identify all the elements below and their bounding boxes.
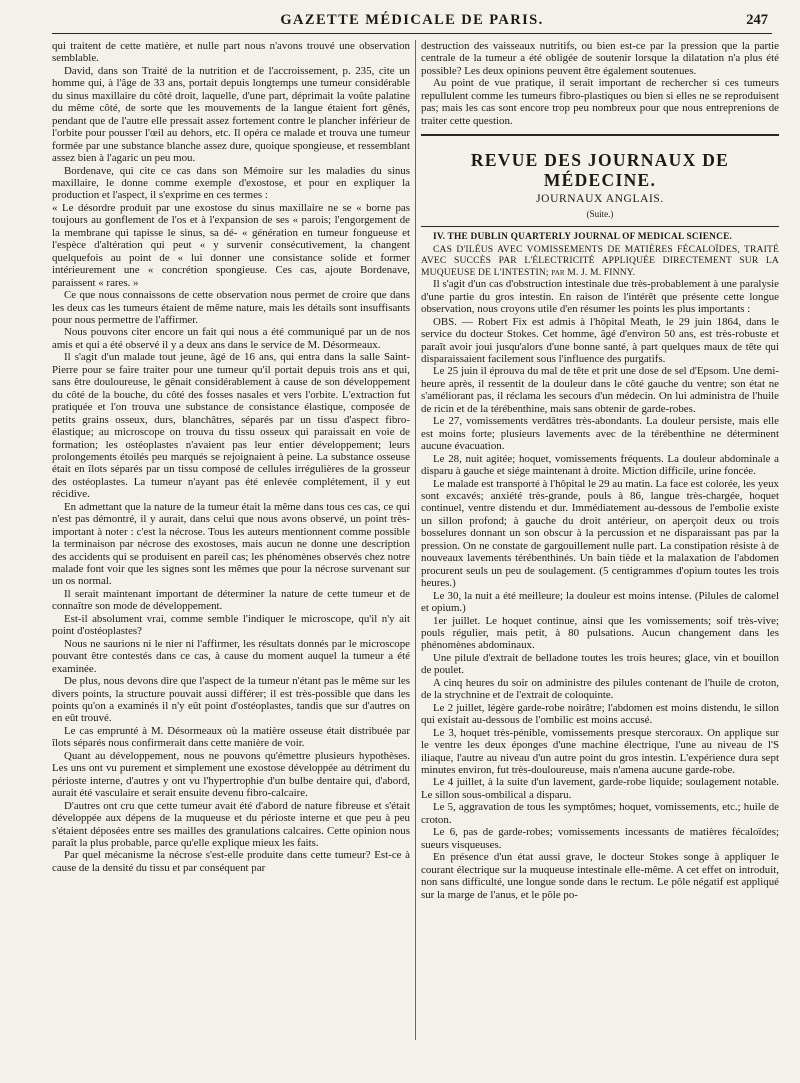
paragraph: destruction des vaisseaux nutritifs, ou bien est-ce par la pression que la partie centrale de la tumeur a été obligée de soutenir lorsque la dilatation n'a plus été possible? Les deux opinions peuvent être également soutenues. (421, 40, 779, 77)
paragraph: Il s'agit d'un malade tout jeune, âgé de 16 ans, qui entra dans la salle Saint-Pierre pour se faire traiter pour une tumeur qu'il portait depuis trois ans et qui, sans être douloureuse, le gênait considérablement à cause de son développement du côté de la bouche, du côté des fosses nasales et vers l'orbite. L'extraction fut pratiquée et l'on trouva une substance de consistance élastique, composée de petits grains osseux, durs, blanchâtres, séparés par un tissu d'aspect fibro-élastique; au microscope on trouva du tissu osseux qui paraissait en voie de formation; les ostéoplastes n'avaient pas leur entier développement; leurs prolongements étoilés peu marqués se rejoignaient à peine. La substance osseuse était en îlots séparés par un tissu composé de cellules irrégulières de la grosseur des ostéoplastes. La tumeur n'ayant pas été enlevée complétement, il y eut récidive. (52, 351, 410, 501)
section-subtitle: JOURNAUX ANGLAIS. (536, 193, 664, 206)
paragraph: Le malade est transporté à l'hôpital le 29 au matin. La face est colorée, les yeux sont excavés; anxiété très-grande, pouls à 86, langue très-chargée, hoquet continuel, ventre distendu et dur. Immédiatement au-dessous de l'embolie existe un sillon profond; à gauche du droit antérieur, on aperçoit deux ou trois bosselures donnant un son obscur à la percussion et ne disparaissant pas par la pression. On ne constate de gargouillement nulle part. La constipation résiste à de nouveaux lavements térébenthinés. Un bain tiède et la malaxation de l'abdomen procurent seuls un peu de soulagement. (5 centigrammes d'opium toutes les trois heures.) (421, 477, 779, 590)
paragraph: Au point de vue pratique, il serait important de rechercher si ces tumeurs repullulent comme les tumeurs fibro-plastiques ou bien si elles ne se reproduisent pas; mais les cas sont encore trop peu nombreux pour que nous entreprenions de traiter cette question. (421, 77, 779, 127)
article-heading: CAS D'ILÉUS AVEC VOMISSEMENTS DE MATIÈRES FÉCALOÏDES, TRAITÉ AVEC SUCCÈS PAR L'ÉLECTRICITÉ APPLIQUÉE DIRECTEMENT SUR LA MUQUEUSE DE L'INTESTIN; par M. J. M. FINNY. (421, 243, 779, 278)
quotation: « Le désordre produit par une exostose du sinus maxillaire ne se « borne pas toujours au gonflement de l'os et à l'expansion de ses « parois; l'engorgement de la membrane qui tapisse le sinus, sa dé- « génération en tumeur fongueuse et l'espèce d'altération qui peut « y survenir consécutivement, la changent quelquefois au point de « lui donner une consistance solide et former intérieurement une « concrétion spongieuse. Ces cas, ajoute Bordenave, paraissent « rares. » (52, 201, 410, 289)
paragraph: Le 2 juillet, légère garde-robe noirâtre; l'abdomen est moins distendu, le sillon qui existait au-dessous de l'ombilic est moins accusé. (421, 701, 779, 727)
paragraph: Il s'agit d'un cas d'obstruction intestinale due très-probablement à une paralysie d'une partie du gros intestin. En raison de l'intérêt que présente cette longue observation, nous croyons utile d'en résumer les points les plus importants : (421, 278, 779, 316)
paragraph: Le 4 juillet, à la suite d'un lavement, garde-robe liquide; soulagement notable. Le sillon sous-ombilical a disparu. (421, 776, 779, 801)
section-title: REVUE DES JOURNAUX DE MÉDECINE. (470, 150, 730, 191)
running-header (52, 10, 772, 34)
paragraph: A cinq heures du soir on administre des pilules contenant de l'huile de croton, de la strychnine et de l'extrait de coloquinte. (421, 676, 779, 702)
paragraph: Quant au développement, nous ne pouvons qu'émettre plusieurs hypothèses. Les uns ont vu purement et simplement une exostose développée au détriment du périoste interne, d'autres y ont vu l'hypertrophie d'un bulbe dentaire qui, d'abord, aurait été vasculaire et serait ensuite devenu fibro-calcaire. (52, 749, 410, 800)
paragraph: Par quel mécanisme la nécrose s'est-elle produite dans cette tumeur? Est-ce à cause de la densité du tissu et par conséquent par (52, 849, 410, 874)
paragraph: Une pilule d'extrait de belladone toutes les trois heures; glace, vin et bouillon de poulet. (421, 651, 779, 677)
column-divider (415, 40, 416, 1040)
paragraph: Le 27, vomissements verdâtres très-abondants. La douleur persiste, mais elle est moins forte; plusieurs lavements avec de la térébenthine ne déterminent aucune évacuation. (421, 415, 779, 453)
paragraph: En présence d'un état aussi grave, le docteur Stokes songe à appliquer le courant électrique sur la muqueuse intestinale elle-même. A cet effet on introduit, non sans difficulté, une longue sonde dans le rectum. Le pôle négatif est appliqué sur la marge de l'anus, et le pôle po- (421, 851, 779, 901)
paragraph: Est-il absolument vrai, comme semble l'indiquer le microscope, qu'il n'y ait point d'ostéoplastes? (52, 612, 410, 638)
paragraph: David, dans son Traité de la nutrition et de l'accroissement, p. 235, cite un homme qui, à l'âge de 33 ans, portait depuis longtemps une tumeur considérable du sinus maxillaire du côté droit, laquelle, d'une part, déprimait la voûte palatine du même côté, de sorte que les mouvements de la langue étaient fort gênés, pendant que de l'autre elle pressait assez fortement contre le plancher inférieur de l'orbite pour pousser l'œil au dehors, etc. Il opéra ce malade et trouva une tumeur formée par une substance blanche assez dure, quoique spongieuse, et ressemblant assez bien à l'agaric un peu mou. (52, 64, 410, 165)
paragraph: Le 5, aggravation de tous les symptômes; hoquet, vomissements, etc.; huile de croton. (421, 801, 779, 826)
running-title: GAZETTE MÉDICALE DE PARIS. (280, 12, 544, 28)
paragraph: Le 25 juin il éprouva du mal de tête et prit une dose de sel d'Epsom. Une demi-heure après, il ressentit de la douleur dans le côté gauche du ventre; son état ne s'améliorant pas, il réclama les secours d'un médecin. On lui administra de l'huile de ricin et de la térébenthine, mais sans obtenir de garde-robes. (421, 365, 779, 415)
paragraph: Le 28, nuit agitée; hoquet, vomissements fréquents. La douleur abdominale a disparu à gauche et siége maintenant à droite. Miction difficile, urine foncée. (421, 452, 779, 478)
paragraph: OBS. — Robert Fix est admis à l'hôpital Meath, le 29 juin 1864, dans le service du docteur Stokes. Cet homme, âgé d'environ 50 ans, est très-robuste et paraît avoir joui jusqu'alors d'une bonne santé, à part quelques maux de tête qui disparaissaient facilement sous l'influence des purgatifs. (421, 315, 779, 366)
paragraph: De plus, nous devons dire que l'aspect de la tumeur n'étant pas le même sur les divers points, la structure pouvait aussi différer; il est très-possible que dans les points qu'on a examinés il n'y eût point d'ostéoplastes, tandis que sur d'autres on en eût trouvé. (52, 675, 410, 725)
paragraph: Le 6, pas de garde-robes; vomissements incessants de matières fécaloïdes; sueurs visqueuses. (421, 826, 779, 851)
paragraph: qui traitent de cette matière, et nulle part nous n'avons trouvé une observation semblable. (52, 40, 410, 65)
paragraph: En admettant que la nature de la tumeur était la même dans tous ces cas, ce qui n'est pas démontré, il y aurait, dans celui que nous avons observé, un point très-important à noter : c'est la nécrose. Tous les auteurs mentionnent comme possible la terminaison par nécrose des exostoses, mais aucun ne donne une description des accidents qui se produisent en pareil cas; les phénomènes observés chez notre malade font voir que les signes sont les mêmes que pour la nécrose survenant sur un os normal. (52, 500, 410, 588)
paragraph: Nous ne saurions ni le nier ni l'affirmer, les résultats donnés par le microscope pouvant être contestés dans ce cas, à cause du moment auquel la tumeur a été examinée. (52, 637, 410, 675)
revue-section (421, 134, 779, 901)
section-continuation: (Suite.) (586, 208, 614, 219)
paragraph: Ce que nous connaissons de cette observation nous permet de croire que dans les deux cas les tumeurs étaient de même nature, mais les détails sont insuffisants pour nous permettre de l'affirmer. (52, 289, 410, 326)
left-column (52, 40, 410, 874)
paragraph: D'autres ont cru que cette tumeur avait été d'abord de nature fibreuse et s'était développée aux dépens de la muqueuse et du périoste interne et que peu à peu s'étaient déposées entre ses mailles des granulations calcaires. Cette opinion nous paraît la plus probable, parce qu'elle explique mieux les faits. (52, 799, 410, 849)
right-column (421, 40, 779, 901)
paragraph: Le cas emprunté à M. Désormeaux où la matière osseuse était distribuée par îlots séparés nous confirmerait dans cette manière de voir. (52, 724, 410, 750)
paragraph: Nous pouvons citer encore un fait qui nous a été communiqué par un de nos amis et qui a été observé il y a deux ans dans le service de M. Désormeaux. (52, 326, 410, 351)
paragraph: Le 30, la nuit a été meilleure; la douleur est moins intense. (Pilules de calomel et opium.) (421, 589, 779, 615)
paragraph: Bordenave, qui cite ce cas dans son Mémoire sur les maladies du sinus maxillaire, le donne comme exemple d'exostose, et pour en expliquer la production et l'aspect, il s'exprime en ces termes : (52, 164, 410, 202)
page-number: 247 (746, 12, 768, 28)
journal-heading: IV. THE DUBLIN QUARTERLY JOURNAL OF MEDICAL SCIENCE. (433, 232, 733, 243)
paragraph: Le 3, hoquet très-pénible, vomissements presque stercoraux. On applique sur le ventre les deux éponges d'une machine électrique, l'une au niveau de l'S iliaque, l'autre au niveau d'un autre point du gros intestin. L'expérience dura sept minutes environ, fut très-douloureuse, mais n'amena aucune garde-robe. (421, 726, 779, 776)
paragraph: 1er juillet. Le hoquet continue, ainsi que les vomissements; soif très-vive; pouls régulier, mais petit, à 80 pulsations. Aucun changement dans les phénomènes abdominaux. (421, 614, 779, 652)
section-rule (421, 226, 779, 227)
paragraph: Il serait maintenant important de déterminer la nature de cette tumeur et de connaître son mode de développement. (52, 587, 410, 613)
